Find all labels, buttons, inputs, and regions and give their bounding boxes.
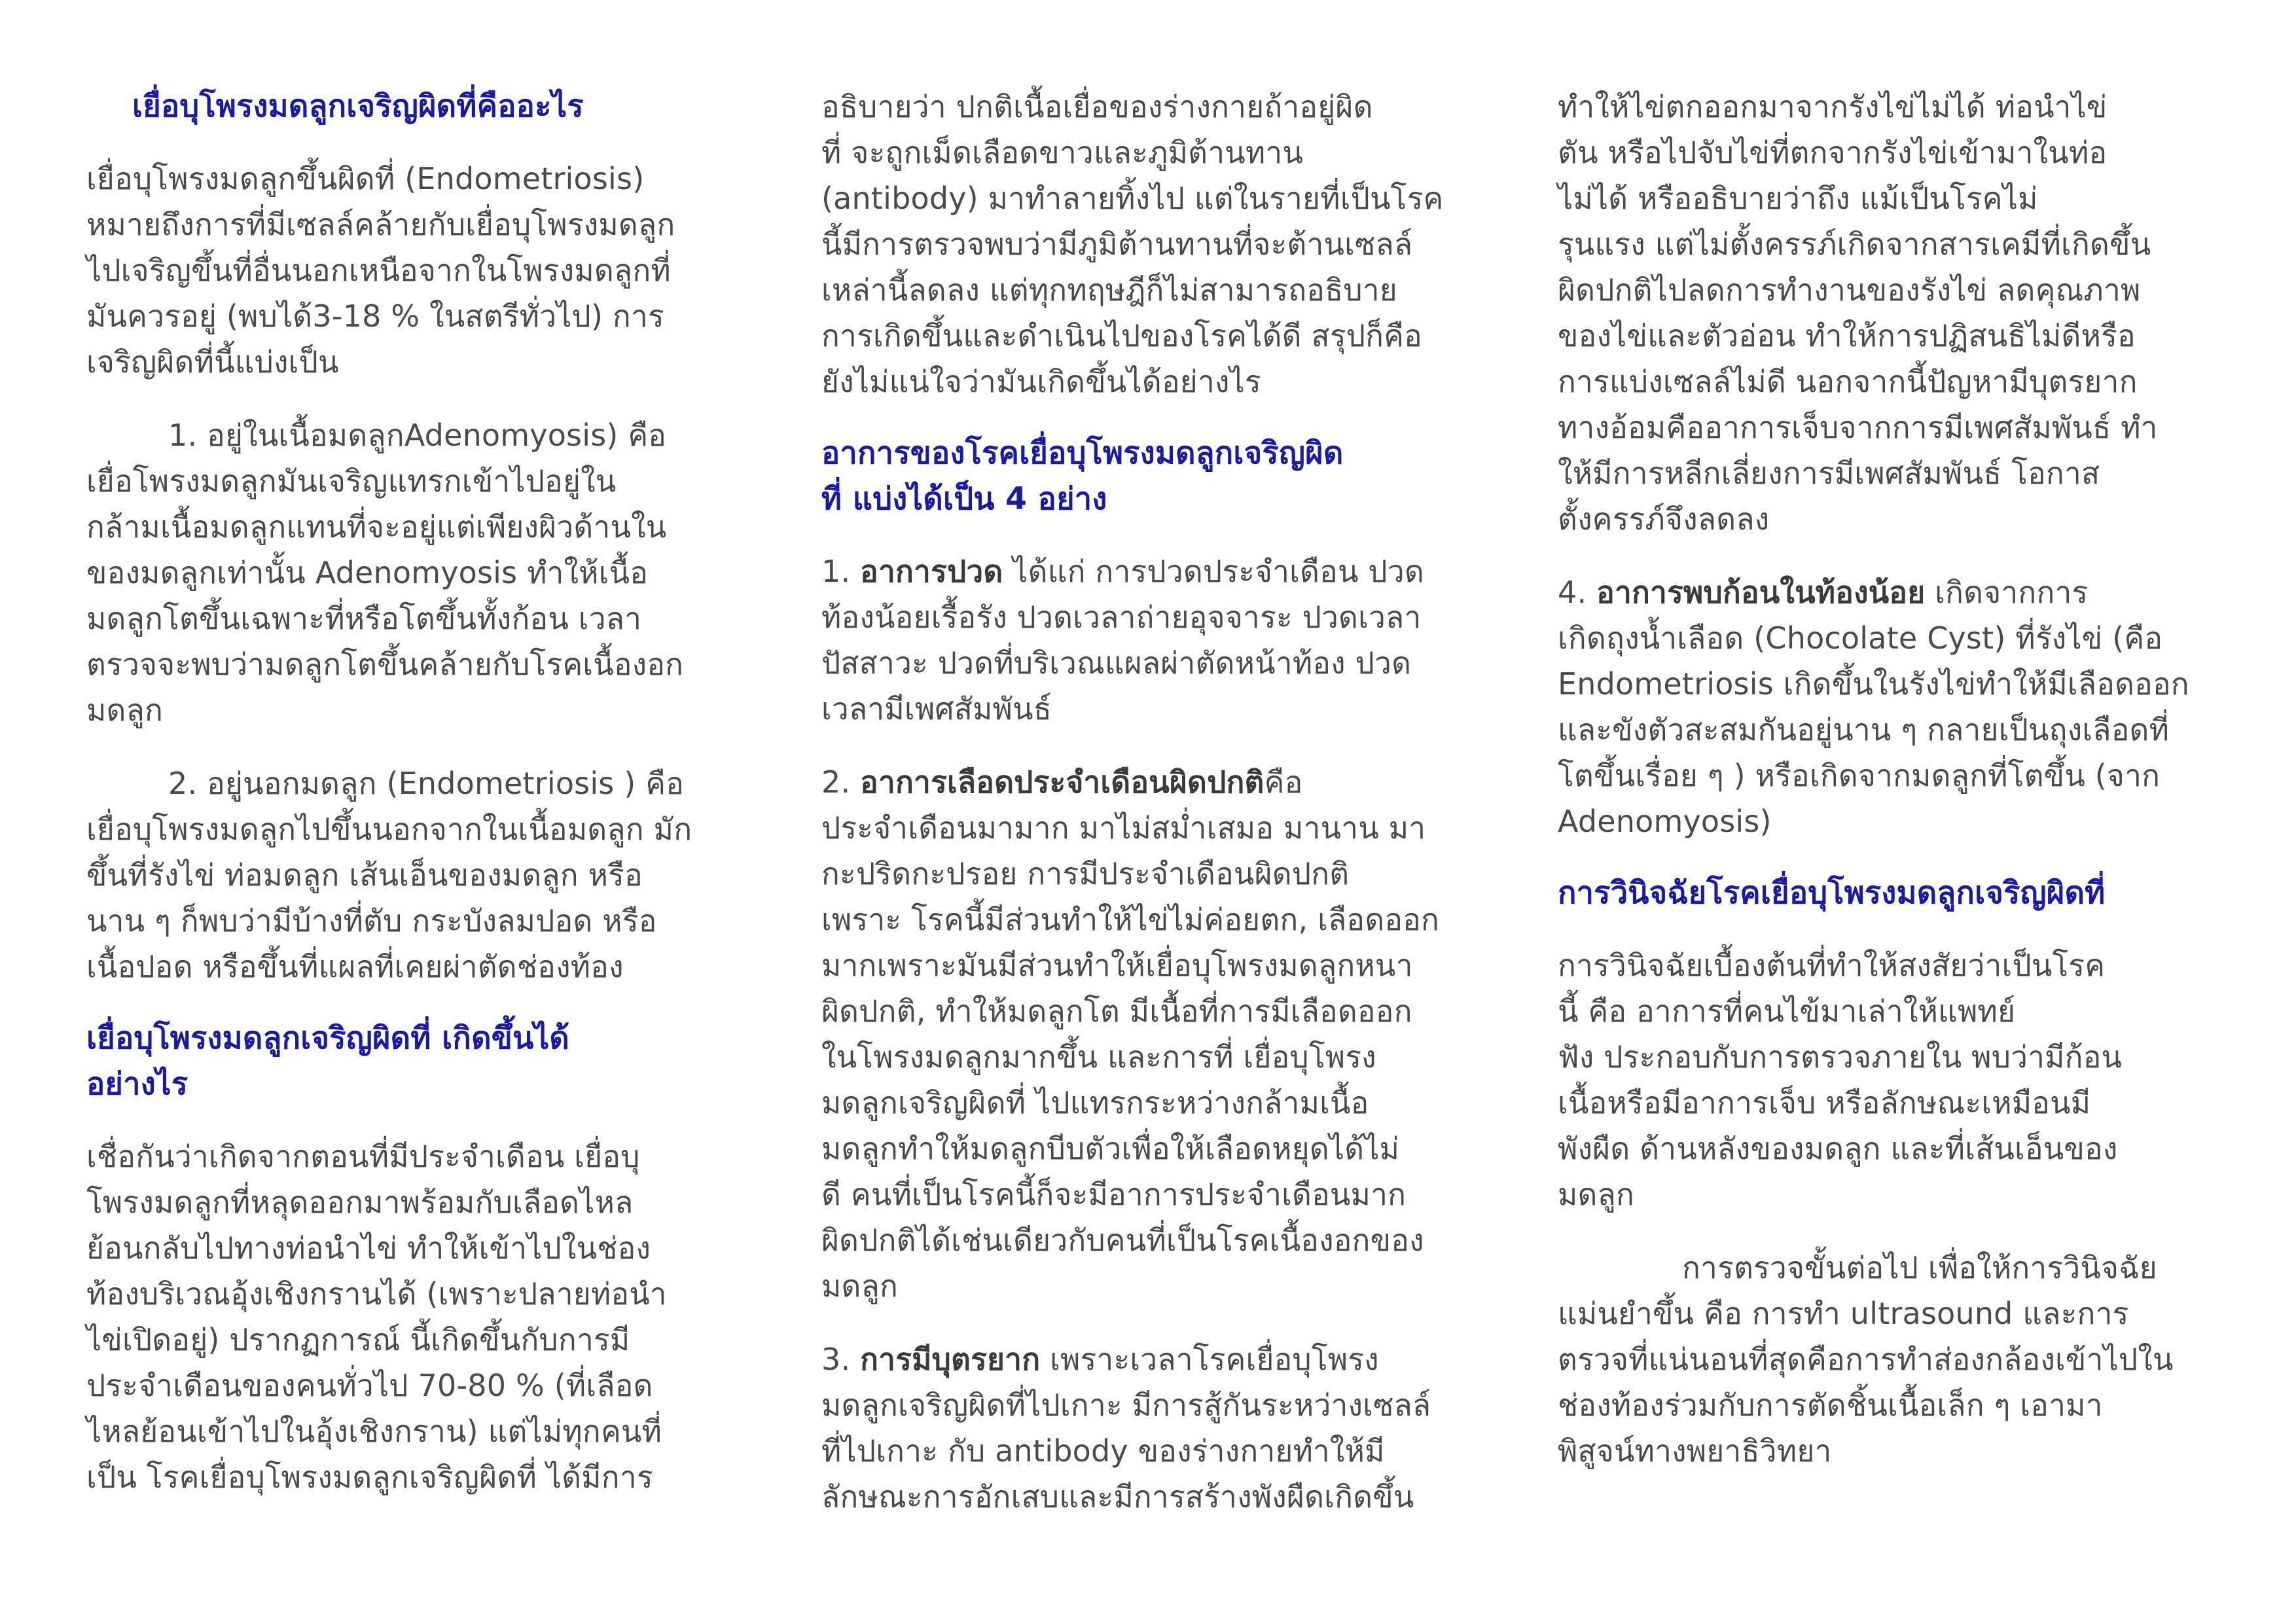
symptom-infertility-label: การมีบุตรยาก [860,1342,1041,1377]
paragraph-immune-theory: อธิบายว่า ปกติเนื้อเยื่อของร่างกายถ้าอยู่ผิด ที่ จะถูกเม็ดเลือดขาวและภูมิต้านทาน (antibody) มาทำลายทิ้งไป แต่ในรายที่เป็นโรค นี้มีการตรวจพบว่ามีภูมิต้านทานที่จะต้านเซลล์ เหล่านี้ลดลง แต่ทุกทฤษฎีก็ไม่สามารถอธิบาย การเกิดขึ้นและดำเนินไปของโรคได้ดี สรุปก็คือ ยังไม่แน่ใจว่ามันเกิดขึ้นได้อย่างไร [821,89,1444,399]
paragraph-definition: เยื่อบุโพรงมดลูกขึ้นผิดที่ (Endometriosis) หมายถึงการที่มีเซลล์คล้ายกับเยื่อบุโพรงมดลูก ไปเจริญขึ้นที่อื่นนอกเหนือจากในโพรงมดลูกที่ มันควรอยู่ (พบได้3-18 % ในสตรีทั่วไป) การ เจริญผิดที่นี้แบ่งเป็น [86,161,675,380]
paragraph-symptom-infertility: 3. การมีบุตรยาก เพราะเวลาโรคเยื่อบุโพรง มดลูกเจริญผิดที่ไปเกาะ มีการสู้กันระหว่างเซลล์ ที่ไปเกาะ กับ antibody ของร่างกายทำให้มี ลักษณะการอักเสบและมีการสร้างพังผืดเกิดขึ้น [821,1342,1431,1514]
paragraph-infertility-continued: ทำให้ไข่ตกออกมาจากรังไข่ไม่ได้ ท่อนำไข่ ตัน หรือไปจับไข่ที่ตกจากรังไข่เข้ามาในท่อ ไม่ได้ หรืออธิบายว่าถึง แม้เป็นโรคไม่ รุนแรง แต่ไม่ตั้งครรภ์เกิดจากสารเคมีที่เกิดขึ้น ผิดปกติไปลดการทำงานของรังไข่ ลดคุณภาพ ของไข่และตัวอ่อน ทำให้การปฏิสนธิไม่ดีหรือ การแบ่งเซลล์ไม่ดี นอกจากนี้ปัญหามีบุตรยาก ทางอ้อมคืออาการเจ็บจากการมีเพศสัมพันธ์ ทำ ให้มีการหลีกเลี่ยงการมีเพศสัมพันธ์ โอกาส ตั้งครรภ์จึงลดลง [1558,89,2158,537]
heading-what-is-endometriosis: เยื่อบุโพรงมดลูกเจริญผิดที่คืออะไร [132,88,584,124]
symptom-pain-label: อาการปวด [860,554,1003,589]
heading-symptoms: อาการของโรคเยื่อบุโพรงมดลูกเจริญผิด ที่ แบ่งได้เป็น 4 อย่าง [821,435,1344,517]
column-3 [1558,84,2206,1474]
symptom-pelvic-mass-label: อาการพบก้อนในท้องน้อย [1596,575,1926,610]
column-1 [86,84,734,1500]
symptom-bleeding-label: อาการเลือดประจำเดือนผิดปกติ [860,764,1265,800]
paragraph-adenomyosis: 1. อยู่ในเนื้อมดลูกAdenomyosis) คือ เยื่อโพรงมดลูกมันเจริญแทรกเข้าไปอยู่ใน กล้ามเนื้อมดลูกแทนที่จะอยู่แต่เพียงผิวด้านใน ของมดลูกเท่านั้น Adenomyosis ทำให้เนื้อ มดลูกโตขึ้นเฉพาะที่หรือโตขึ้นทั้งก้อน เวลา ตรวจจะพบว่ามดลูกโตขึ้นคล้ายกับโรคเนื้องอก มดลูก [86,418,684,728]
paragraph-cause: เชื่อกันว่าเกิดจากตอนที่มีประจำเดือน เยื่อบุ โพรงมดลูกที่หลุดออกมาพร้อมกับเลือดไหล ย้อนกลับไปทางท่อนำไข่ ทำให้เข้าไปในช่อง ท้องบริเวณอุ้งเชิงกรานได้ (เพราะปลายท่อนำ ไข่เปิดอยู่) ปรากฏการณ์ นี้เกิดขึ้นกับการมี ประจำเดือนของคนทั่วไป 70-80 % (ที่เลือด ไหลย้อนเข้าไปในอุ้งเชิงกราน) แต่ไม่ทุกคนที่ เป็น โรคเยื่อบุโพรงมดลูกเจริญผิดที่ ได้มีการ [86,1139,667,1495]
paragraph-outside-uterus: 2. อยู่นอกมดลูก (Endometriosis ) คือ เยื่อบุโพรงมดลูกไปขึ้นนอกจากในเนื้อมดลูก มัก ขึ้นที่รังไข่ ท่อมดลูก เส้นเอ็นของมดลูก หรือ นาน ๆ ก็พบว่ามีบ้างที่ตับ กระบังลมปอด หรือ เนื้อปอด หรือขึ้นที่แผลที่เคยผ่าตัดช่องท้อง [86,766,692,984]
paragraph-further-diagnosis: การตรวจขั้นต่อไป เพื่อให้การวินิจฉัย แม่นยำขึ้น คือ การทำ ultrasound และการ ตรวจที่แน่นอนที่สุดคือการทำส่องกล้องเข้าไปใน ช่องท้องร่วมกับการตัดชิ้นเนื้อเล็ก ๆ เอามา พิสูจน์ทางพยาธิวิทยา [1558,1250,2174,1469]
column-2 [821,84,1469,1520]
paragraph-symptom-bleeding: 2. อาการเลือดประจำเดือนผิดปกติคือ ประจำเดือนมามาก มาไม่สม่ำเสมอ มานาน มา กะปริดกะปรอย การมีประจำเดือนผิดปกติ เพราะ โรคนี้มีส่วนทำให้ไข่ไม่ค่อยตก, เลือดออก มากเพราะมันมีส่วนทำให้เยื่อบุโพรงมดลูกหนา ผิดปกติ, ทำให้มดลูกโต มีเนื้อที่การมีเลือดออก ในโพรงมดลูกมากขึ้น และการที่ เยื่อบุโพรง มดลูกเจริญผิดที่ ไปแทรกระหว่างกล้ามเนื้อ มดลูกทำให้มดลูกบีบตัวเพื่อให้เลือดหยุดได้ไม่ ดี คนที่เป็นโรคนี้ก็จะมีอาการประจำเดือนมาก ผิดปกติได้เช่นเดียวกับคนที่เป็นโรคเนื้องอกของ มดลูก [821,764,1440,1304]
heading-diagnosis: การวินิจฉัยโรคเยื่อบุโพรงมดลูกเจริญผิดที่ [1558,875,2106,911]
paragraph-symptom-pain: 1. อาการปวด ได้แก่ การปวดประจำเดือน ปวด ท้องน้อยเรื้อรัง ปวดเวลาถ่ายอุจจาระ ปวดเวลา ปัสสาวะ ปวดที่บริเวณแผลผ่าตัดหน้าท้อง ปวด เวลามีเพศสัมพันธ์ [821,554,1424,726]
paragraph-symptom-pelvic-mass: 4. อาการพบก้อนในท้องน้อย เกิดจากการ เกิดถุงน้ำเลือด (Chocolate Cyst) ที่รังไข่ (คือ Endometriosis เกิดขึ้นในรังไข่ทำให้มีเลือดออก และขังตัวสะสมกันอยู่นาน ๆ กลายเป็นถุงเลือดที่ โตขึ้นเรื่อย ๆ ) หรือเกิดจากมดลูกที่โตขึ้น (จาก Adenomyosis) [1558,575,2189,839]
paragraph-initial-diagnosis: การวินิจฉัยเบื้องต้นที่ทำให้สงสัยว่าเป็นโรค นี้ คือ อาการที่คนไข้มาเล่าให้แพทย์ ฟัง ประกอบกับการตรวจภายใน พบว่ามีก้อน เนื้อหรือมีอาการเจ็บ หรือลักษณะเหมือนมี พังผืด ด้านหลังของมดลูก และที่เส้นเอ็นของ มดลูก [1558,948,2123,1212]
heading-how-it-occurs: เยื่อบุโพรงมดลูกเจริญผิดที่ เกิดขึ้นได้ อย่างไร [86,1020,570,1102]
